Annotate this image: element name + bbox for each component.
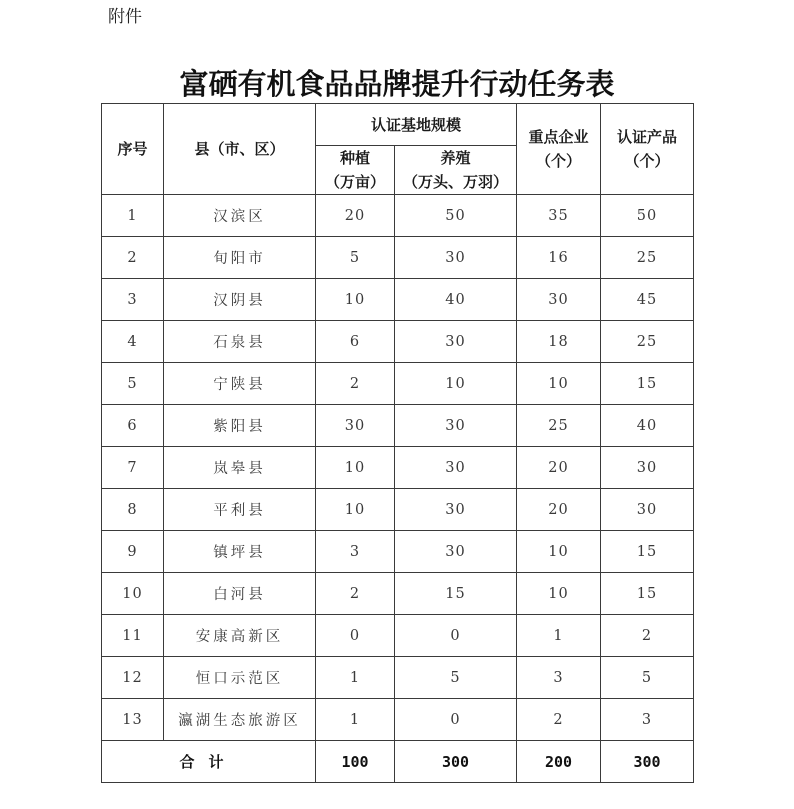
- header-breeding-title: 养殖: [440, 149, 471, 167]
- cell-index: 8: [102, 489, 164, 531]
- header-planting: [316, 146, 395, 195]
- table-row: [102, 489, 694, 531]
- table-row: [102, 615, 694, 657]
- header-planting-unit: （万亩）: [324, 173, 385, 191]
- table-row: [102, 195, 694, 237]
- cell-products: 15: [601, 363, 694, 405]
- cell-breeding: 30: [395, 489, 517, 531]
- cell-county: 汉滨区: [164, 195, 316, 237]
- table-row: [102, 321, 694, 363]
- attachment-label: 附件: [108, 7, 142, 27]
- cell-products: 25: [601, 321, 694, 363]
- cell-enterprises: 3: [517, 657, 601, 699]
- cell-products: 2: [601, 615, 694, 657]
- cell-planting: 2: [316, 573, 395, 615]
- cell-planting: 6: [316, 321, 395, 363]
- header-breeding-unit: （万头、万羽）: [403, 173, 509, 191]
- total-label: 合计: [102, 741, 316, 783]
- cell-planting: 20: [316, 195, 395, 237]
- cell-county: 旬阳市: [164, 237, 316, 279]
- cell-products: 15: [601, 531, 694, 573]
- cell-enterprises: 16: [517, 237, 601, 279]
- table-row: [102, 363, 694, 405]
- table-row: [102, 447, 694, 489]
- cell-breeding: 10: [395, 363, 517, 405]
- table-row: [102, 531, 694, 573]
- table-row: [102, 237, 694, 279]
- cell-county: 宁陕县: [164, 363, 316, 405]
- header-planting-title: 种植: [339, 149, 370, 167]
- cell-planting: 3: [316, 531, 395, 573]
- cell-products: 30: [601, 447, 694, 489]
- cell-county: 镇坪县: [164, 531, 316, 573]
- cell-breeding: 30: [395, 321, 517, 363]
- cell-products: 3: [601, 699, 694, 741]
- header-index: 序号: [102, 104, 164, 195]
- cell-index: 9: [102, 531, 164, 573]
- cell-breeding: 0: [395, 699, 517, 741]
- cell-planting: 2: [316, 363, 395, 405]
- cell-planting: 30: [316, 405, 395, 447]
- cell-index: 10: [102, 573, 164, 615]
- header-enterprises: [517, 104, 601, 195]
- cell-county: 安康高新区: [164, 615, 316, 657]
- header-products: [601, 104, 694, 195]
- cell-products: 5: [601, 657, 694, 699]
- cell-breeding: 30: [395, 405, 517, 447]
- cell-enterprises: 10: [517, 573, 601, 615]
- cell-index: 2: [102, 237, 164, 279]
- total-planting: 100: [316, 741, 395, 783]
- cell-enterprises: 18: [517, 321, 601, 363]
- table-row: [102, 699, 694, 741]
- cell-products: 40: [601, 405, 694, 447]
- cell-index: 7: [102, 447, 164, 489]
- total-breeding: 300: [395, 741, 517, 783]
- cell-planting: 0: [316, 615, 395, 657]
- cell-county: 平利县: [164, 489, 316, 531]
- cell-breeding: 50: [395, 195, 517, 237]
- cell-county: 石泉县: [164, 321, 316, 363]
- cell-products: 25: [601, 237, 694, 279]
- header-enterprises-title: 重点企业: [528, 128, 589, 146]
- cell-county: 白河县: [164, 573, 316, 615]
- table-row: [102, 405, 694, 447]
- table-row: [102, 573, 694, 615]
- cell-planting: 1: [316, 657, 395, 699]
- cell-county: 汉阴县: [164, 279, 316, 321]
- header-base-scale: 认证基地规模: [316, 104, 517, 146]
- cell-products: 50: [601, 195, 694, 237]
- cell-county: 恒口示范区: [164, 657, 316, 699]
- cell-index: 4: [102, 321, 164, 363]
- cell-county: 瀛湖生态旅游区: [164, 699, 316, 741]
- cell-enterprises: 10: [517, 363, 601, 405]
- cell-enterprises: 25: [517, 405, 601, 447]
- cell-enterprises: 10: [517, 531, 601, 573]
- table-row: [102, 279, 694, 321]
- header-products-title: 认证产品: [617, 128, 678, 146]
- header-products-unit: （个）: [624, 152, 670, 170]
- cell-breeding: 30: [395, 531, 517, 573]
- cell-enterprises: 30: [517, 279, 601, 321]
- cell-enterprises: 2: [517, 699, 601, 741]
- table-row: [102, 657, 694, 699]
- cell-breeding: 40: [395, 279, 517, 321]
- cell-breeding: 5: [395, 657, 517, 699]
- total-enterprises: 200: [517, 741, 601, 783]
- cell-planting: 10: [316, 279, 395, 321]
- cell-breeding: 15: [395, 573, 517, 615]
- cell-county: 紫阳县: [164, 405, 316, 447]
- cell-enterprises: 20: [517, 447, 601, 489]
- table-body: [102, 195, 694, 741]
- cell-planting: 1: [316, 699, 395, 741]
- cell-breeding: 30: [395, 447, 517, 489]
- cell-planting: 10: [316, 489, 395, 531]
- header-breeding: [395, 146, 517, 195]
- cell-products: 15: [601, 573, 694, 615]
- cell-index: 1: [102, 195, 164, 237]
- cell-index: 5: [102, 363, 164, 405]
- header-county: 县（市、区）: [164, 104, 316, 195]
- cell-planting: 5: [316, 237, 395, 279]
- cell-products: 45: [601, 279, 694, 321]
- cell-breeding: 0: [395, 615, 517, 657]
- cell-index: 3: [102, 279, 164, 321]
- cell-index: 12: [102, 657, 164, 699]
- total-products: 300: [601, 741, 694, 783]
- cell-planting: 10: [316, 447, 395, 489]
- cell-enterprises: 20: [517, 489, 601, 531]
- header-enterprises-unit: （个）: [536, 152, 582, 170]
- cell-enterprises: 1: [517, 615, 601, 657]
- cell-index: 11: [102, 615, 164, 657]
- cell-products: 30: [601, 489, 694, 531]
- cell-index: 6: [102, 405, 164, 447]
- task-table: [101, 103, 694, 783]
- cell-enterprises: 35: [517, 195, 601, 237]
- document-title: 富硒有机食品品牌提升行动任务表: [179, 67, 615, 101]
- cell-county: 岚皋县: [164, 447, 316, 489]
- cell-breeding: 30: [395, 237, 517, 279]
- header-row-1: [102, 104, 694, 146]
- cell-index: 13: [102, 699, 164, 741]
- total-row: [102, 741, 694, 783]
